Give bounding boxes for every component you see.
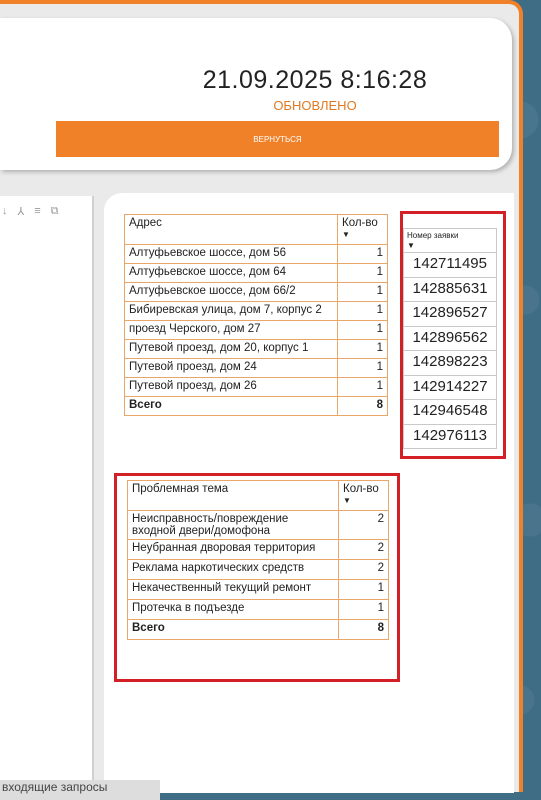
problem-topic-table: [127, 480, 389, 640]
request-number-cell: 142896527: [404, 302, 497, 327]
count-cell: 1: [338, 378, 388, 397]
topic-cell: Неисправность/повреждение входной двери/домофона: [128, 511, 339, 540]
address-cell: Алтуфьевское шоссе, дом 56: [125, 245, 338, 264]
table-row[interactable]: [404, 277, 497, 302]
bottom-caption: входящие запросы: [0, 780, 160, 800]
count-cell: 1: [338, 264, 388, 283]
total-row: [125, 397, 388, 416]
table-header-row: [128, 481, 389, 511]
topic-cell: Реклама наркотических средств: [128, 560, 339, 580]
hierarchy-icon[interactable]: ⅄: [17, 206, 25, 218]
count-cell: 1: [338, 359, 388, 378]
count-cell: 1: [338, 340, 388, 359]
request-number-table: [403, 228, 497, 449]
topic-cell: Протечка в подъезде: [128, 600, 339, 620]
count-cell: 2: [339, 560, 389, 580]
table-header-row: [125, 215, 388, 245]
table-row[interactable]: [125, 245, 388, 264]
column-header-count[interactable]: [338, 215, 388, 245]
request-number-cell: 142976113: [404, 424, 497, 449]
table-row[interactable]: [128, 560, 389, 580]
address-cell: Алтуфьевское шоссе, дом 64: [125, 264, 338, 283]
count-cell: 2: [339, 511, 389, 540]
header-card: [0, 18, 512, 170]
column-header-count[interactable]: [339, 481, 389, 511]
address-cell: Путевой проезд, дом 26: [125, 378, 338, 397]
table-row[interactable]: [125, 302, 388, 321]
table-header-row: [404, 229, 497, 253]
table-row[interactable]: [128, 580, 389, 600]
topic-cell: Некачественный текущий ремонт: [128, 580, 339, 600]
address-cell: Путевой проезд, дом 20, корпус 1: [125, 340, 338, 359]
column-header-address[interactable]: Адрес: [125, 215, 338, 245]
count-cell: 1: [339, 600, 389, 620]
request-number-cell: 142946548: [404, 400, 497, 425]
table-row[interactable]: [125, 321, 388, 340]
count-cell: 1: [339, 580, 389, 600]
table-row[interactable]: [128, 511, 389, 540]
address-table: [124, 214, 388, 416]
left-panel: [0, 196, 94, 794]
count-cell: 1: [338, 321, 388, 340]
column-header-topic[interactable]: Проблемная тема: [128, 481, 339, 511]
count-cell: 1: [338, 283, 388, 302]
topic-cell: Неубранная дворовая территория: [128, 540, 339, 560]
sort-desc-icon: ▼: [342, 230, 350, 239]
request-number-cell: 142711495: [404, 253, 497, 278]
total-value: 8: [338, 397, 388, 416]
request-number-cell: 142914227: [404, 375, 497, 400]
sort-desc-icon: ▼: [343, 496, 351, 505]
updated-label: ОБНОВЛЕНО: [273, 98, 357, 113]
table-row[interactable]: [404, 302, 497, 327]
request-number-cell: 142898223: [404, 351, 497, 376]
table-row[interactable]: [404, 424, 497, 449]
request-number-cell: 142885631: [404, 277, 497, 302]
column-header-count-label: Кол-во: [343, 483, 379, 495]
address-cell: Алтуфьевское шоссе, дом 66/2: [125, 283, 338, 302]
address-cell: Путевой проезд, дом 24: [125, 359, 338, 378]
table-row[interactable]: [404, 375, 497, 400]
table-row[interactable]: [128, 600, 389, 620]
table-row[interactable]: [404, 326, 497, 351]
table-row[interactable]: [125, 340, 388, 359]
datetime-label: 21.09.2025 8:16:28: [202, 66, 428, 94]
filter-icon[interactable]: ≡: [34, 205, 41, 217]
sort-desc-icon: ▼: [407, 241, 415, 250]
table-row[interactable]: [128, 540, 389, 560]
count-cell: 1: [338, 302, 388, 321]
column-header-count-label: Кол-во: [342, 217, 378, 229]
table-row[interactable]: [125, 264, 388, 283]
table-row[interactable]: [125, 283, 388, 302]
visual-toolbar: [0, 205, 96, 219]
count-cell: 1: [338, 245, 388, 264]
total-label: Всего: [125, 397, 338, 416]
table-row[interactable]: [404, 400, 497, 425]
total-row: [128, 620, 389, 640]
column-header-request-number-label: Номер заявки: [407, 231, 459, 240]
back-button[interactable]: ВЕРНУТЬСЯ: [56, 121, 499, 157]
table-row[interactable]: [404, 351, 497, 376]
address-cell: проезд Черского, дом 27: [125, 321, 338, 340]
count-cell: 2: [339, 540, 389, 560]
request-number-cell: 142896562: [404, 326, 497, 351]
sort-down-icon[interactable]: ↓: [2, 205, 8, 217]
table-row[interactable]: [125, 378, 388, 397]
expand-icon[interactable]: ⧉: [50, 205, 59, 217]
table-row[interactable]: [125, 359, 388, 378]
total-label: Всего: [128, 620, 339, 640]
total-value: 8: [339, 620, 389, 640]
column-header-request-number[interactable]: [404, 229, 497, 253]
address-cell: Бибиревская улица, дом 7, корпус 2: [125, 302, 338, 321]
table-row[interactable]: [404, 253, 497, 278]
